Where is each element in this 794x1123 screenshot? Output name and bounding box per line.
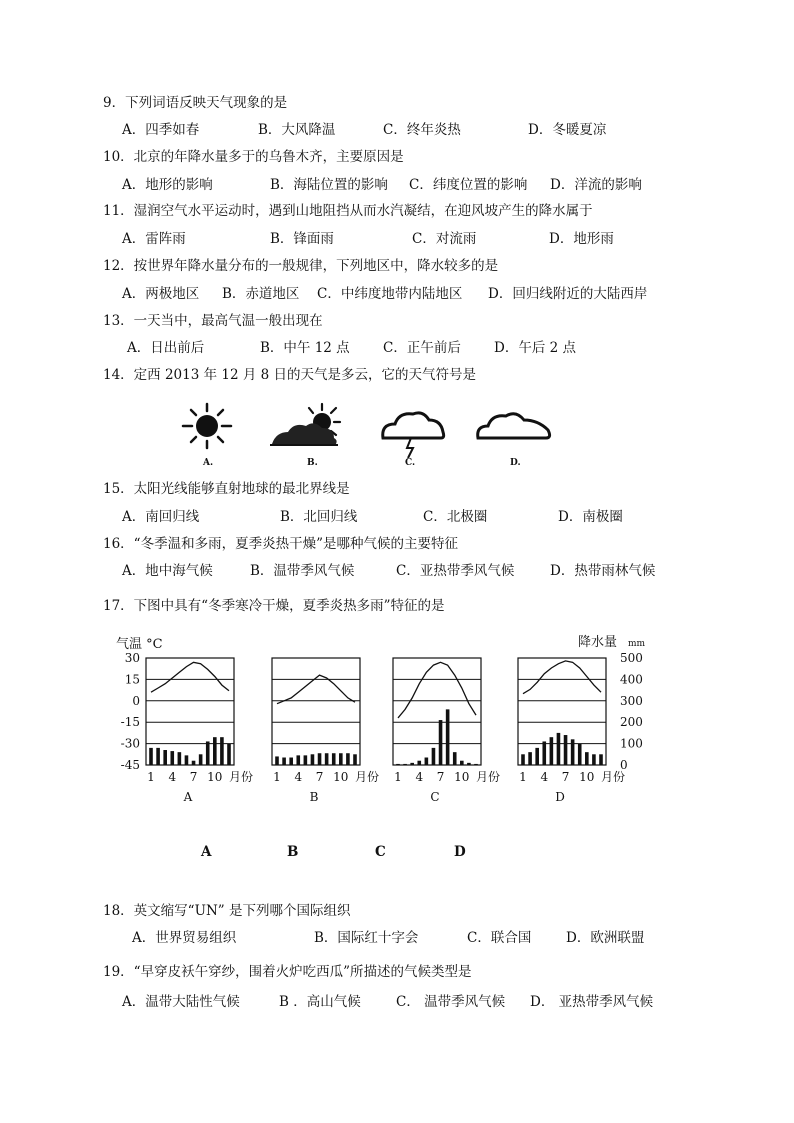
precipitation-bar <box>296 755 300 765</box>
option: A．温带大陆性气候 <box>122 994 240 1010</box>
left-axis-title: 气温 °C <box>116 637 163 652</box>
question-9-stem: 9．下列词语反映天气现象的是 <box>103 95 288 111</box>
x-tick-label: 1 <box>519 770 527 784</box>
precipitation-bar <box>453 752 457 765</box>
option: C．正午前后 <box>383 340 461 356</box>
precipitation-bar <box>185 755 189 765</box>
question-11-stem: 11．湿润空气水平运动时，遇到山地阻挡从而水汽凝结，在迎风坡产生的降水属于 <box>103 203 593 219</box>
precipitation-bar <box>535 748 539 765</box>
precipitation-bar <box>550 737 554 765</box>
question-10-stem: 10．北京的年降水量多于的乌鲁木齐，主要原因是 <box>103 149 404 165</box>
temperature-line <box>523 661 601 694</box>
question-17-stem: 17．下图中具有“冬季寒冷干燥，夏季炎热多雨”特征的是 <box>103 598 445 614</box>
x-tick-label: 1 <box>147 770 155 784</box>
weather-label-d: D. <box>510 458 521 468</box>
option: A．地中海气候 <box>122 563 213 579</box>
left-tick-label: -30 <box>120 736 140 751</box>
precipitation-bar <box>417 761 421 765</box>
chart-panel-frame <box>272 658 360 765</box>
question-14-stem: 14．定西 2013 年 12 月 8 日的天气是多云，它的天气符号是 <box>103 367 477 383</box>
chart-name: A <box>183 790 193 804</box>
option: C．中纬度地带内陆地区 <box>317 286 463 302</box>
x-tick-label: 4 <box>415 770 424 784</box>
x-tick-label: 4 <box>168 770 177 784</box>
option: D．欧洲联盟 <box>566 930 645 946</box>
option: B ．高山气候 <box>279 994 361 1010</box>
option: A．地形的影响 <box>122 177 213 193</box>
precipitation-bar <box>425 758 429 765</box>
option: D．热带雨林气候 <box>550 563 656 579</box>
precipitation-bar <box>282 758 286 765</box>
precipitation-bar <box>289 758 293 765</box>
right-tick-label: 100 <box>620 736 643 751</box>
precipitation-bar <box>227 744 231 765</box>
precipitation-bar <box>220 737 224 765</box>
precipitation-bar <box>311 754 315 765</box>
precipitation-bar <box>396 764 400 765</box>
x-tick-label: 10 <box>207 770 223 784</box>
precipitation-bar <box>156 748 160 765</box>
x-tick-label: 10 <box>333 770 349 784</box>
chart-name: C <box>430 790 440 804</box>
thunderstorm-cloud-icon <box>383 413 444 458</box>
precipitation-bar <box>571 739 575 765</box>
precipitation-bar <box>213 737 217 765</box>
answer-letter-b: B <box>287 844 299 860</box>
option: B．赤道地区 <box>222 286 300 302</box>
x-axis-unit: 月份 <box>228 770 254 784</box>
x-axis-unit: 月份 <box>354 770 380 784</box>
precipitation-bar <box>410 763 414 765</box>
precipitation-bar <box>304 755 308 765</box>
option: B．国际红十字会 <box>314 930 419 946</box>
x-tick-label: 7 <box>561 770 570 784</box>
option: B．中午 12 点 <box>260 340 350 356</box>
answer-letter-c: C <box>375 844 386 860</box>
precipitation-bar <box>432 748 436 765</box>
option: D． 亚热带季风气候 <box>530 994 654 1010</box>
question-13-stem: 13．一天当中，最高气温一般出现在 <box>103 313 323 329</box>
x-tick-label: 10 <box>454 770 470 784</box>
option: D．地形雨 <box>549 231 614 247</box>
question-15-stem: 15．太阳光线能够直射地球的最北界线是 <box>103 481 350 497</box>
precipitation-bar <box>528 752 532 765</box>
option: A．雷阵雨 <box>122 231 186 247</box>
answer-letter-d: D <box>454 844 466 860</box>
option: B．锋面雨 <box>270 231 334 247</box>
precipitation-bar <box>585 752 589 765</box>
precipitation-bar <box>275 756 279 765</box>
chart-name: D <box>555 790 565 804</box>
weather-label-c: C. <box>405 458 416 468</box>
option: C． 温带季风气候 <box>396 994 506 1010</box>
right-tick-label: 0 <box>620 758 628 772</box>
option: D．南极圈 <box>558 509 623 525</box>
option: C．对流雨 <box>412 231 477 247</box>
x-tick-label: 7 <box>189 770 198 784</box>
temperature-line <box>398 662 476 718</box>
option: B．北回归线 <box>280 509 358 525</box>
x-tick-label: 7 <box>315 770 324 784</box>
precipitation-bar <box>353 754 357 765</box>
option: A．世界贸易组织 <box>132 930 237 946</box>
temperature-line <box>151 662 229 692</box>
precipitation-bar <box>599 754 603 765</box>
precipitation-bar <box>178 752 182 765</box>
precipitation-bar <box>403 764 407 765</box>
right-tick-label: 200 <box>620 715 643 730</box>
option: C．亚热带季风气候 <box>396 563 515 579</box>
sun-behind-cloud-icon <box>270 404 340 445</box>
precipitation-bar <box>557 733 561 765</box>
question-18-stem: 18．英文缩写“UN” 是下列哪个国际组织 <box>103 903 351 919</box>
option: B．大风降温 <box>258 122 336 138</box>
x-tick-label: 1 <box>394 770 402 784</box>
left-tick-label: 0 <box>132 693 140 708</box>
right-tick-label: 300 <box>620 693 643 708</box>
option: D．洋流的影响 <box>550 177 642 193</box>
precipitation-bar <box>339 753 343 765</box>
precipitation-bar <box>446 709 450 765</box>
chart-panel-frame <box>393 658 481 765</box>
option: B．海陆位置的影响 <box>270 177 388 193</box>
answer-letter-a: A <box>201 844 212 860</box>
precipitation-bar <box>325 753 329 765</box>
precipitation-bar <box>163 750 167 765</box>
x-tick-label: 10 <box>579 770 595 784</box>
right-axis-title: 降水量 <box>578 635 618 650</box>
precipitation-bar <box>439 720 443 765</box>
precipitation-bar <box>199 754 203 765</box>
question-12-stem: 12．按世界年降水量分布的一般规律，下列地区中，降水较多的是 <box>103 258 499 274</box>
precipitation-bar <box>474 764 478 765</box>
weather-label-b: B. <box>307 458 318 468</box>
question-16-stem: 16．“冬季温和多雨，夏季炎热干燥”是哪种气候的主要特征 <box>103 536 458 552</box>
option: D．冬暖夏凉 <box>528 122 607 138</box>
precipitation-bar <box>346 753 350 765</box>
precipitation-bar <box>467 763 471 765</box>
right-tick-label: 400 <box>620 672 643 687</box>
option: C．终年炎热 <box>383 122 461 138</box>
x-tick-label: 4 <box>540 770 549 784</box>
weather-label-a: A. <box>203 458 214 468</box>
precipitation-bar <box>578 744 582 765</box>
precipitation-bar <box>206 741 210 765</box>
option: B．温带季风气候 <box>250 563 355 579</box>
option: C．纬度位置的影响 <box>409 177 528 193</box>
option: A．南回归线 <box>122 509 200 525</box>
chart-name: B <box>309 790 319 804</box>
right-axis-unit: mm <box>628 639 646 649</box>
precipitation-bar <box>564 735 568 765</box>
precipitation-bar <box>521 754 525 765</box>
option: A．两极地区 <box>122 286 200 302</box>
option: A．四季如春 <box>122 122 200 138</box>
option: D．回归线附近的大陆西岸 <box>488 286 648 302</box>
question-19-stem: 19．“早穿皮袄午穿纱，围着火炉吃西瓜”所描述的气候类型是 <box>103 964 472 980</box>
precipitation-bar <box>318 753 322 765</box>
left-tick-label: -15 <box>120 715 140 730</box>
cloud-icon <box>478 414 550 438</box>
x-axis-unit: 月份 <box>475 770 501 784</box>
x-tick-label: 7 <box>436 770 445 784</box>
precipitation-bar <box>170 751 174 765</box>
x-tick-label: 1 <box>273 770 281 784</box>
option: A．日出前后 <box>127 340 205 356</box>
left-tick-label: -45 <box>120 758 140 772</box>
precipitation-bar <box>192 761 196 765</box>
precipitation-bar <box>592 754 596 765</box>
right-tick-label: 500 <box>620 651 643 665</box>
precipitation-bar <box>542 741 546 765</box>
precipitation-bar <box>460 761 464 765</box>
left-tick-label: 30 <box>124 651 140 665</box>
climate-charts <box>100 630 660 810</box>
left-tick-label: 15 <box>124 672 140 687</box>
option: D．午后 2 点 <box>494 340 576 356</box>
weather-symbols <box>170 398 570 470</box>
precipitation-bar <box>149 748 153 765</box>
option: C．北极圈 <box>423 509 488 525</box>
chart-panel-frame <box>518 658 606 765</box>
sun-icon <box>183 404 231 448</box>
precipitation-bar <box>332 753 336 765</box>
option: C．联合国 <box>467 930 532 946</box>
x-axis-unit: 月份 <box>600 770 626 784</box>
x-tick-label: 4 <box>294 770 303 784</box>
